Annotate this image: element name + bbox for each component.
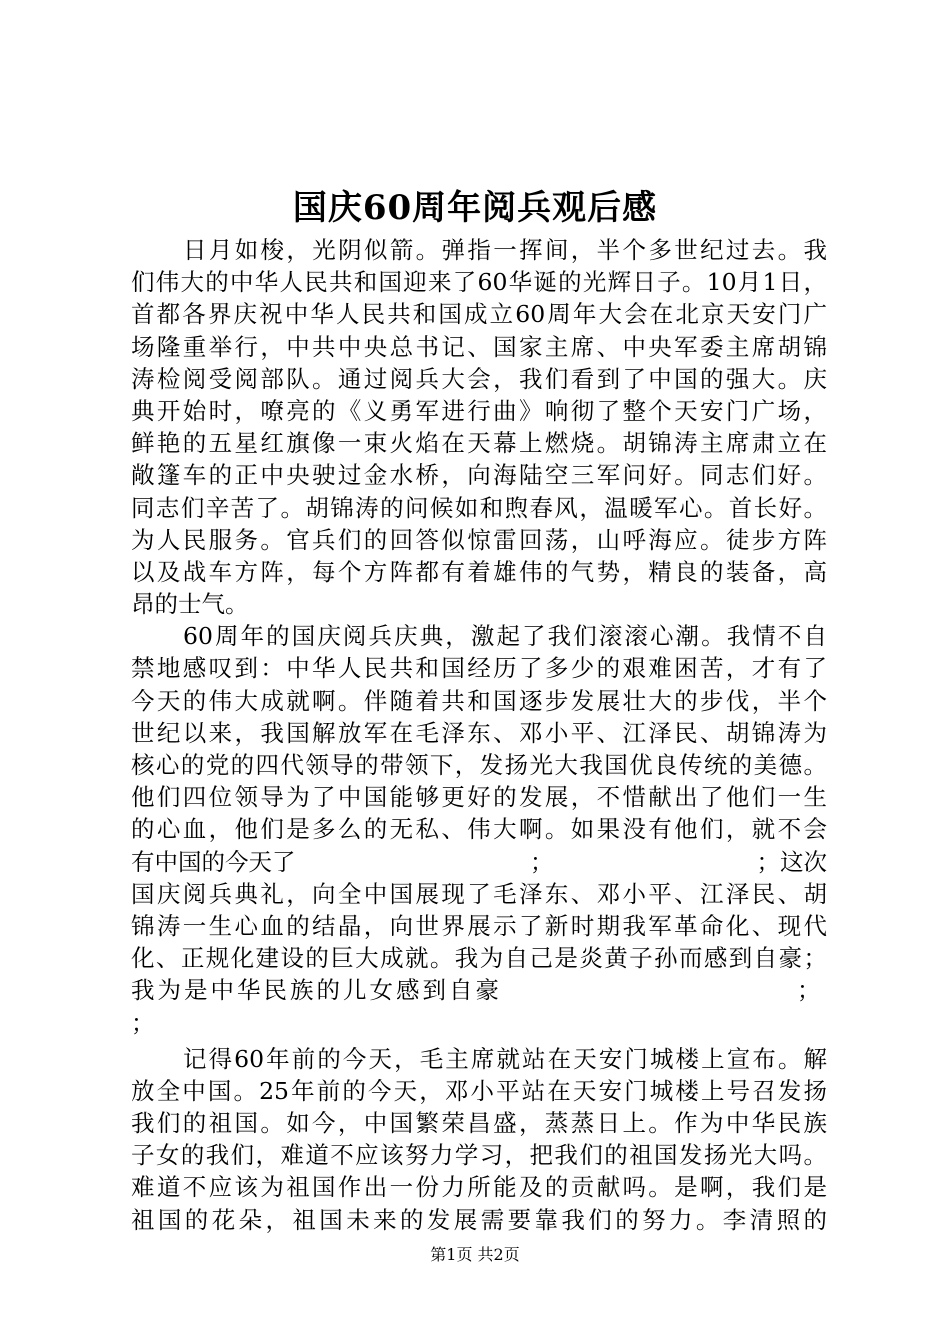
text-line: 场隆重举行，中共中央总书记、国家主席、中央军委主席胡锦 xyxy=(131,332,827,361)
text-line: 首都各界庆祝中华人民共和国成立60周年大会在北京天安门广 xyxy=(131,300,827,329)
text-line: 今天的伟大成就啊。伴随着共和国逐步发展壮大的步伐，半个 xyxy=(131,686,827,715)
text-line: 锦涛一生心血的结晶，向世界展示了新时期我军革命化、现代 xyxy=(131,911,827,940)
text-line: 敞篷车的正中央驶过金水桥，向海陆空三军问好。同志们好。 xyxy=(131,461,827,490)
text-line: 难道不应该为祖国作出一份力所能及的贡献吗。是啊，我们是 xyxy=(131,1173,827,1202)
text-line: 昂的士气。 xyxy=(131,590,249,619)
text-line: 们伟大的中华人民共和国迎来了60华诞的光辉日子。10月1日， xyxy=(131,268,827,297)
text-line-split xyxy=(131,974,827,1006)
text-fragment: ；这次 xyxy=(756,847,827,876)
text-fragment: 有中国的今天了 xyxy=(131,847,296,876)
text-line: 典开始时，嘹亮的《义勇军进行曲》响彻了整个天安门广场， xyxy=(131,396,827,425)
text-line: 世纪以来，我国解放军在毛泽东、邓小平、江泽民、胡锦涛为 xyxy=(131,718,827,747)
text-line: 以及战车方阵，每个方阵都有着雄伟的气势，精良的装备，高 xyxy=(131,557,827,586)
text-line: 核心的党的四代领导的带领下，发扬光大我国优良传统的美德。 xyxy=(131,751,827,779)
text-line: 国庆阅兵典礼，向全中国展现了毛泽东、邓小平、江泽民、胡 xyxy=(131,879,827,908)
text-line: 记得60年前的今天，毛主席就站在天安门城楼上宣布。解 xyxy=(183,1044,827,1073)
text-line: 子女的我们，难道不应该努力学习，把我们的祖国发扬光大吗。 xyxy=(131,1141,827,1170)
page-title: 国庆60周年阅兵观后感 xyxy=(292,188,658,228)
text-line: 的心血，他们是多么的无私、伟大啊。如果没有他们，就不会 xyxy=(131,815,827,844)
text-line-split xyxy=(131,846,827,878)
text-line: 鲜艳的五星红旗像一束火焰在天幕上燃烧。胡锦涛主席肃立在 xyxy=(131,429,827,458)
body-text xyxy=(131,234,827,1236)
text-line: 同志们辛苦了。胡锦涛的问候如和煦春风，温暖军心。首长好。 xyxy=(131,493,827,522)
text-line: ； xyxy=(131,1008,155,1037)
text-fragment: 我为是中华民族的儿女感到自豪 xyxy=(131,976,502,1005)
text-fragment: ； xyxy=(529,847,554,876)
text-line: 化、正规化建设的巨大成就。我为自己是炎黄子孙而感到自豪； xyxy=(131,944,827,973)
text-line: 祖国的花朵，祖国未来的发展需要靠我们的努力。李清照的 xyxy=(131,1205,827,1234)
text-line: 禁地感叹到：中华人民共和国经历了多少的艰难困苦，才有了 xyxy=(131,654,827,683)
text-line: 涛检阅受阅部队。通过阅兵大会，我们看到了中国的强大。庆 xyxy=(131,364,827,393)
text-line: 日月如梭，光阴似箭。弹指一挥间，半个多世纪过去。我 xyxy=(183,236,827,264)
page-footer: 第1页 共2页 xyxy=(430,1245,520,1264)
text-fragment: ； xyxy=(797,976,821,1005)
text-line: 他们四位领导为了中国能够更好的发展，不惜献出了他们一生 xyxy=(131,783,827,812)
text-line: 60周年的国庆阅兵庆典，激起了我们滚滚心潮。我情不自 xyxy=(183,622,827,651)
text-line: 为人民服务。官兵们的回答似惊雷回荡，山呼海应。徒步方阵 xyxy=(131,525,827,554)
text-line: 放全中国。25年前的今天，邓小平站在天安门城楼上号召发扬 xyxy=(131,1076,827,1105)
text-line: 我们的祖国。如今，中国繁荣昌盛，蒸蒸日上。作为中华民族 xyxy=(131,1109,827,1138)
